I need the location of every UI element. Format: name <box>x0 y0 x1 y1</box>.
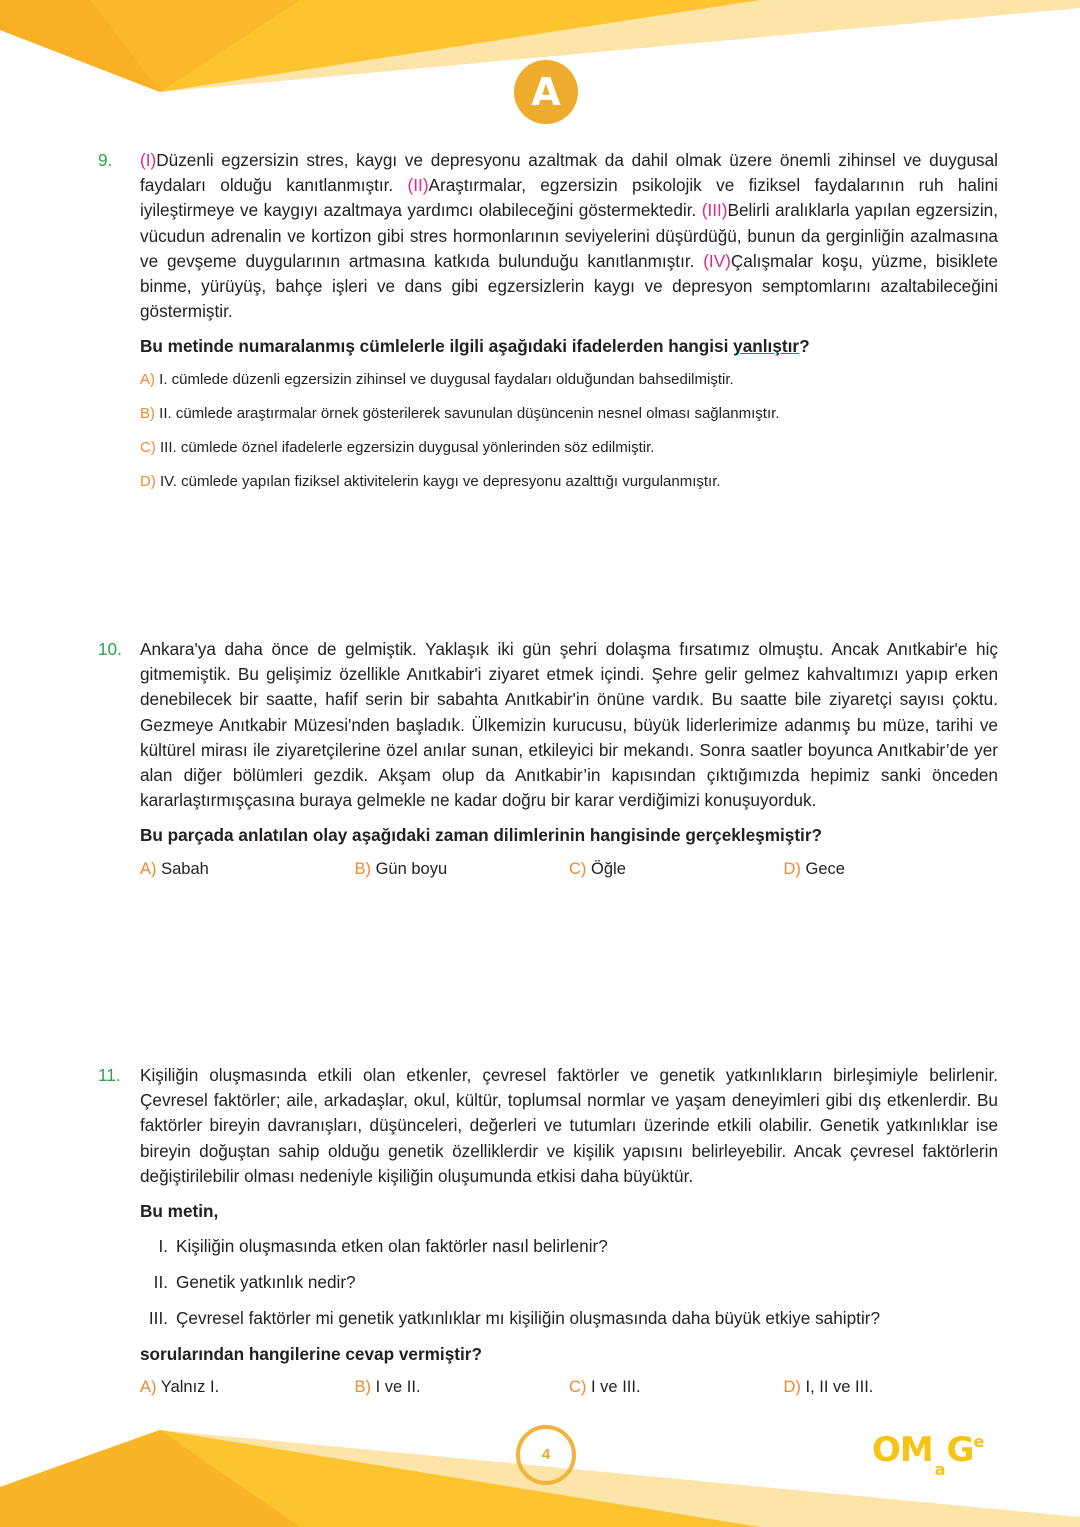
sub-question-text: Kişiliğin oluşmasında etken olan faktörler nasıl belirlenir? <box>176 1236 608 1257</box>
question-11 <box>98 1063 998 1409</box>
option-text: II. cümlede araştırmalar örnek gösterilerek savunulan düşüncenin nesnel olması sağlanmıştır. <box>159 404 780 422</box>
option-letter: B) <box>354 859 371 878</box>
option-d[interactable] <box>140 470 998 504</box>
option-text: Gün boyu <box>375 859 448 878</box>
option-text: III. cümlede öznel ifadelerle egzersizin duygusal yönlerinden söz edilmiştir. <box>160 438 655 456</box>
option-letter: C) <box>140 438 156 456</box>
logo-part: G <box>946 1430 974 1470</box>
sub-questions <box>140 1234 998 1342</box>
option-letter: A) <box>140 1378 157 1397</box>
sentence-text: Belirli aralıklarla yapılan egzersizin, vücudun adrenalin ve kortizon gibi stres hormonlarının seviyelerini düşürdüğü, bunun da gerginliğin azalmasına ve gevşeme duygularının artmasına katkıda bulunduğu kanıtlanmıştır. <box>140 200 998 271</box>
option-text: I. cümlede düzenli egzersizin zihinsel ve duygusal faydaları olduğundan bahsedilmiştir. <box>159 370 734 388</box>
answer-options <box>140 368 998 504</box>
question-number: 11. <box>98 1065 121 1085</box>
option-a[interactable] <box>140 857 355 891</box>
option-letter: D) <box>783 1378 801 1397</box>
sub-question-1 <box>140 1234 998 1270</box>
option-letter: A) <box>140 859 157 878</box>
option-text: Yalnız I. <box>160 1378 220 1397</box>
sentence-text: Araştırmalar, egzersizin psikolojik ve fiziksel faydalarının ruh halini iyileştirmeye ve kaygıyı azaltmaya yardımcı olabileceğini göstermektedir. <box>140 175 998 221</box>
option-text: Öğle <box>591 859 626 878</box>
sub-question-text: Genetik yatkınlık nedir? <box>176 1272 356 1293</box>
question-stem <box>140 334 998 359</box>
question-9 <box>98 148 998 504</box>
stem-emphasis: yanlıştır <box>733 336 800 357</box>
option-c[interactable] <box>569 857 784 891</box>
option-text: I, II ve III. <box>805 1378 874 1397</box>
option-letter: C) <box>569 859 587 878</box>
logo-part: e <box>973 1432 984 1451</box>
sub-question-3 <box>140 1306 998 1342</box>
option-d[interactable] <box>784 857 999 891</box>
sentence-tag: (IV) <box>703 250 731 271</box>
option-letter: B) <box>354 1378 371 1397</box>
passage-text: Kişiliğin oluşmasında etkili olan etkenler, çevresel faktörler ve genetik yatkınlıkların birleşimiyle belirlenir. Çevresel faktörler; aile, arkadaşlar, okul, kültür, toplumsal normlar ve yaşam deneyimleri gibi dış etkenlerdir. Bu faktörler bireyin davranışları, düşünceleri, değerleri ve tutumları üzerinde etkili olabilir. Genetik yatkınlıklar ise bireyin doğuştan sahip olduğu genetik özelliklerdir ve kişilik yapısını belirleyebilir. Ancak çevresel faktörlerin değiştirilebilir olması nedeniyle kişiliğin oluşumunda etkisi daha büyüktür. <box>140 1065 998 1186</box>
sentence-tag: (III) <box>701 200 728 221</box>
option-letter: D) <box>783 859 801 878</box>
question-10 <box>98 637 998 891</box>
question-number: 9. <box>98 150 113 170</box>
question-number: 10. <box>98 639 122 659</box>
stem-text: Bu metinde numaralanmış cümlelerle ilgili aşağıdaki ifadelerden hangisi <box>140 336 734 357</box>
option-c[interactable] <box>140 436 998 470</box>
question-passage <box>140 148 998 504</box>
sentence-tag: (II) <box>407 175 429 196</box>
option-text: Sabah <box>161 859 209 878</box>
question-passage <box>140 637 998 891</box>
stem-end: ? <box>799 336 810 357</box>
sentence-tag: (I) <box>140 150 157 170</box>
option-text: I ve III. <box>591 1378 641 1397</box>
sentence-text: Çalışmalar koşu, yüzme, bisiklete binme, yürüyüş, bahçe işleri ve dans gibi egzersizlerin kaygı ve depresyon semptomlarını azaltabileceğini göstermiştir. <box>140 250 998 322</box>
passage-text: Ankara'ya daha önce de gelmiştik. Yaklaşık iki gün şehri dolaşma fırsatımız olmuştu. Ancak Anıtkabir'e hiç gitmemiştik. Bu gelişimiz özellikle Anıtkabir'i ziyaret etmek içindi. Şehre gelir gelmez kahvaltımızı yapıp erken denebilecek bir saatte, hafif serin bir sabahta Anıtkabir'in önüne vardık. Bu saatte bile ziyaretçi sayısı çoktu. Gezmeye Anıtkabir Müzesi'nden başladık. Ülkemizin kurucusu, büyük liderlerimize adanmış bu müze, tarihi ve kültürel mirası ile ziyaretçilerine özel anılar sunan, etkileyici bir mekandı. Sonra saatler boyunca Anıtkabir’de yer alan diğer bölümleri gezdik. Akşam olup da Anıtkabir’in kapısından çıktığımızda hepimiz sanki önceden kararlaştırmışçasına buraya gelmekle ne kadar doğru bir karar verdiğimizi konuşuyorduk. <box>140 639 998 811</box>
option-b[interactable] <box>355 857 570 891</box>
option-text: I ve II. <box>375 1378 421 1397</box>
question-passage <box>140 1063 998 1409</box>
option-a[interactable] <box>140 368 998 402</box>
option-letter: B) <box>140 404 155 422</box>
option-b[interactable] <box>140 402 998 436</box>
publisher-logo <box>872 1430 984 1479</box>
roman-numeral: III. <box>148 1308 168 1329</box>
question-stem: Bu parçada anlatılan olay aşağıdaki zaman dilimlerinin hangisinde gerçekleşmiştir? <box>140 825 823 846</box>
roman-numeral: I. <box>158 1236 168 1257</box>
answer-options <box>140 857 998 891</box>
logo-part: a <box>934 1460 945 1479</box>
page-number: 4 <box>516 1425 576 1485</box>
option-letter: D) <box>140 472 156 490</box>
option-text: IV. cümlede yapılan fiziksel aktivitelerin kaygı ve depresyonu azalttığı vurgulanmıştır. <box>160 472 721 490</box>
option-letter: C) <box>569 1378 587 1397</box>
option-letter: A) <box>140 370 155 388</box>
question-stem: sorularından hangilerine cevap vermiştir? <box>140 1344 482 1365</box>
question-lead: Bu metin, <box>140 1201 219 1222</box>
roman-numeral: II. <box>153 1272 168 1293</box>
sub-question-text: Çevresel faktörler mi genetik yatkınlıklar mı kişiliğin oluşmasında daha büyük etkiye sahiptir? <box>176 1308 881 1329</box>
booklet-type-badge: A <box>514 60 578 124</box>
logo-part: OM <box>872 1430 933 1470</box>
option-text: Gece <box>805 859 845 878</box>
sub-question-2 <box>140 1270 998 1306</box>
sentence-text: Düzenli egzersizin stres, kaygı ve depresyonu azaltmak da dahil olmak üzere önemli zihinsel ve duygusal faydaları olduğu kanıtlanmıştır. <box>140 150 998 196</box>
